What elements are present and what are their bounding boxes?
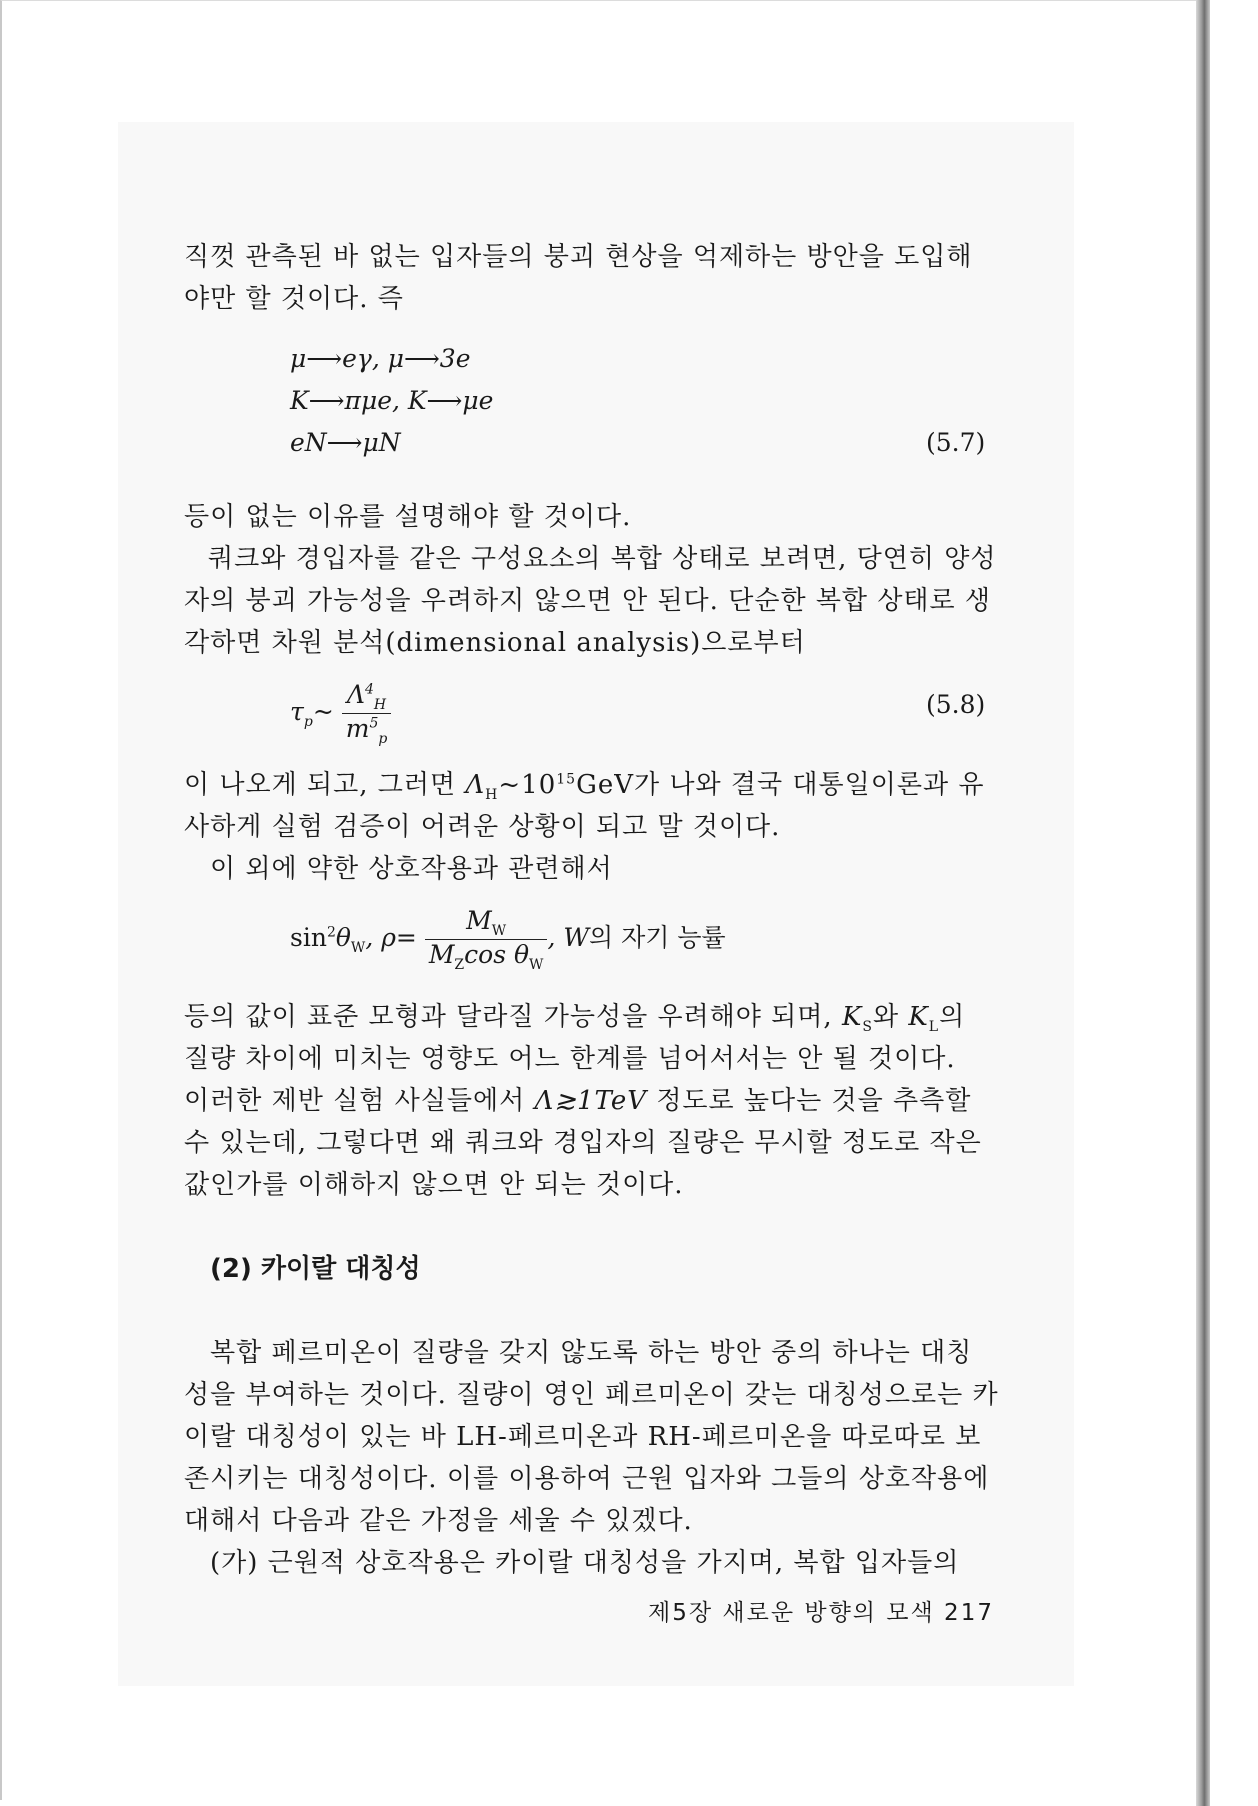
lambda-tev: Λ≳1TeV	[534, 1086, 657, 1116]
text-line: (가) 근원적 상호작용은 카이랄 대칭성을 가지며, 복합 입자들의	[210, 1548, 960, 1578]
text-line: 대해서 다음과 같은 가정을 세울 수 있겠다.	[184, 1506, 693, 1536]
text-line: 수 있는데, 그렇다면 왜 쿼크와 경입자의 질량은 무시할 정도로 작은	[184, 1128, 982, 1158]
text: GeV가 나와 결국 대통일이론과 유	[576, 770, 985, 800]
m-symbol: M	[466, 906, 492, 935]
subscript: W	[350, 940, 366, 956]
text-line: 성을 부여하는 것이다. 질량이 영인 페르미온이 갖는 대칭성으로는 카	[184, 1380, 999, 1410]
sin-function: sin	[290, 923, 327, 952]
equation-5-7-line-2: K⟶πμe, K⟶μe	[290, 386, 494, 415]
equation-5-7-line-3: eN⟶μN	[290, 428, 401, 457]
fraction	[342, 680, 392, 747]
equation-5-7-line-1: μ⟶eγ, μ⟶3e	[290, 344, 471, 373]
tilde: ~	[312, 697, 334, 726]
text-line	[184, 236, 1024, 273]
text-line: 자의 붕괴 가능성을 우려하지 않으면 안 된다. 단순한 복합 상태로 생	[184, 586, 992, 616]
text-line: 등이 없는 이유를 설명해야 할 것이다.	[184, 502, 632, 532]
equation-number-5-8: (5.8)	[926, 690, 986, 719]
superscript: 4	[364, 681, 374, 698]
lambda-symbol: Λ	[346, 680, 365, 709]
m-symbol: M	[428, 940, 455, 969]
denominator	[342, 714, 392, 747]
text-line: 값인가를 이해하지 않으면 안 되는 것이다.	[184, 1170, 684, 1200]
tau-symbol: τ	[290, 697, 304, 726]
superscript: 2	[326, 924, 336, 941]
text-line: 복합 페르미온이 질량을 갖지 않도록 하는 방안 중의 하나는 대칭	[210, 1338, 973, 1368]
text: 등의 값이 표준 모형과 달라질 가능성을 우려해야 되며,	[184, 1002, 842, 1032]
subscript: L	[928, 1019, 940, 1036]
subscript: H	[485, 787, 499, 804]
text-line: 이랄 대칭성이 있는 바 LH-페르미온과 RH-페르미온을 따로따로 보	[184, 1422, 982, 1452]
text: 이러한 제반 실험 사실들에서	[184, 1086, 535, 1116]
page-footer: 제5장 새로운 방향의 모색 217	[648, 1600, 994, 1626]
text-line	[184, 764, 984, 803]
relation: ~10	[498, 770, 557, 800]
theta-symbol: θ	[335, 923, 351, 952]
numerator	[425, 906, 548, 940]
k-symbol: K	[841, 1002, 863, 1032]
fraction	[425, 906, 548, 973]
k-symbol: K	[908, 1002, 929, 1032]
numerator	[342, 680, 392, 714]
subscript: S	[862, 1019, 873, 1036]
superscript: 5	[369, 715, 379, 732]
subscript: W	[529, 957, 544, 973]
m-symbol: m	[345, 714, 370, 743]
subscript: W	[491, 923, 507, 939]
lambda-symbol: Λ	[465, 770, 486, 800]
denominator	[425, 940, 548, 973]
text-line: 이 외에 약한 상호작용과 관련해서	[210, 854, 613, 884]
page-edge	[1196, 0, 1210, 1806]
text-line: 야만 할 것이다. 즉	[184, 284, 404, 314]
equation-5-8	[290, 680, 391, 747]
text: 와	[872, 1002, 909, 1032]
equation-number-5-7: (5.7)	[926, 428, 986, 457]
text: 의 자기 능률	[589, 923, 726, 952]
subscript: Z	[454, 957, 465, 973]
subscript: p	[303, 714, 313, 730]
subscript: p	[378, 731, 388, 747]
text: 이 나오게 되고, 그러면	[184, 770, 466, 800]
cos-theta: cos θ	[464, 940, 530, 969]
text-line	[184, 1080, 971, 1117]
text-line: 질량 차이에 미치는 영향도 어느 한계를 넘어서서는 안 될 것이다.	[184, 1044, 956, 1074]
text-line: 각하면 차원 분석(dimensional analysis)으로부터	[184, 628, 806, 658]
exponent: 15	[556, 771, 577, 788]
text: 정도로 높다는 것을 추측할	[656, 1086, 972, 1116]
text-line	[184, 996, 965, 1035]
subscript: H	[373, 697, 387, 713]
text: 직껏 관측된 바 없는 입자들의 붕괴 현상을 억제하는 방안을 도입해	[184, 242, 973, 272]
section-heading: (2) 카이랄 대칭성	[210, 1254, 421, 1284]
text-line: 존시키는 대칭성이다. 이를 이용하여 근원 입자와 그들의 상호작용에	[184, 1464, 990, 1494]
text-line: 사하게 실험 검증이 어려운 상황이 되고 말 것이다.	[184, 812, 781, 842]
text: 의	[939, 1002, 966, 1032]
rho-symbol: , ρ=	[365, 923, 417, 952]
w-symbol: , W	[547, 923, 590, 952]
text-line: 쿼크와 경입자를 같은 구성요소의 복합 상태로 보려면, 당연히 양성	[208, 544, 997, 574]
weak-parameters-equation	[290, 906, 726, 973]
